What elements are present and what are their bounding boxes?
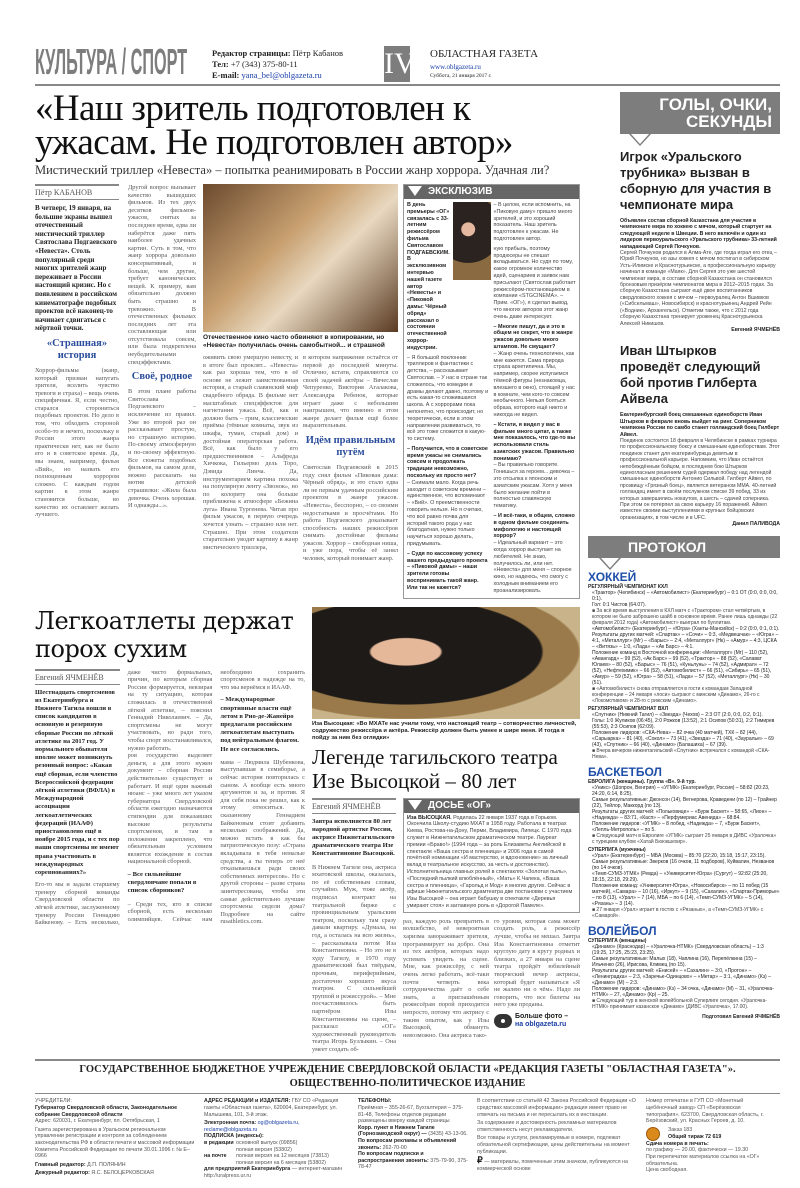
chief: Д.П. ПОЛЯНИН xyxy=(87,1161,126,1168)
triangle-icon xyxy=(408,186,422,196)
subhead: Идём правильным путём xyxy=(305,434,396,458)
result-line: Положение команд: «Университет-Югра», «Новосибирск» – по 11 побед (15 матчей), «Самара» – 10 (16), «Иркут» – 9 (15), «Сахалин», «Спартак-Приморье» – по 8 (13), «Урал» – 7 (14), МБА – по 6 (14), «Темп-СУМЗ-УГМК» – 5 (14), «Рязань» – 3 (14). xyxy=(592,882,780,907)
registration: Газета зарегистрирована в Уральском региональном управлении регистрации и контроля за соблюдением законодательства РФ в области печати и массовой информации Комитета Российской Федерации по печати 30.01.1996 г. № Е–0966 xyxy=(35,1126,195,1160)
result-line: «Урал» (Екатеринбург) – МБА (Москва) – 85:70 (22:20, 15:18, 15:17, 23:15). xyxy=(592,852,766,859)
exclusive-label: ЭКСКЛЮЗИВ xyxy=(428,186,493,197)
answer-text: – Я большой поклонник триллеров и фантастики с детства, – рассказывает Святослав. – У нас в стране так сложилось, что комедии и драмы делают давно, поэтому и есть какая-то сложившаяся школа. А с хоррорами пока непонятно, что происходит, но теоретически, если в этом направлении развиваться, то всё это тоже сложится в какую-то систему. xyxy=(407,354,489,443)
price: Цена свободная. xyxy=(646,1167,688,1174)
result-line: «Темп-СУМЗ-УГМК» (Ревда) – «Университет-Югра» (Сургут) – 92:82 (25:20, 18:15, 22:18, 29:29). xyxy=(592,870,768,883)
question-text: – Многие пишут, да и это в общем не секрет, что в жанре ужасов довольно много штампов. Не смущает? xyxy=(493,323,573,350)
result-line: Положение команд в Восточной конференции: «Металлург» (Мг) – 110 (52), «Авангард» – 99 (52), «Ак Барс» – 99 (52), «Трактор» – 88 (52), «Салават Юлаев» – 80 (52), «Барыс» – 76 (51), «Куньлунь» – 74 (52), «Адмирал» – 72 (52), «Нефтехимик» – 66 (52), «Автомобилист» – 66 (51), «Сибирь» – 65 (51), «Амур» – 59 (52), «Югра» – 58 (51), «Лада» – 57 (52), «Металлург» (Нк) – 30 (51). xyxy=(592,649,772,686)
bottom-row xyxy=(35,607,580,1054)
brief-body: Поединок состоится 18 февраля в Челябинске в рамках турнира по профессиональному боксу и смешанным единоборствам. Этот поединок станет для екатеринбуржца девятым в профессиональной карьере. Напомним, что Иван остаётся непобеждённым бойцом, в последнем бою Штырков единогласным решением судей одержал победу над легендой смешанных единоборств Антонио Сильвой. Гилберт Айвел, по прозвищу «Грязный боец», является ветераном ММА. 40-летний голландец имеет в своём послужном списке 39 побед, 33 из которых завершились нокаутом, а шесть – сдачей соперника. При этом он потерпел за свою карьеру 16 поражений. Айвел известен своими выступлениями в крупных бойцовских организациях, в том числе и в UFC. xyxy=(620,437,780,521)
brief-lede: Екатеринбургский боец смешанных единоборств Иван Штырков в феврале вновь выйдет на ринг. Соперником чемпиона России по самбо станет голландский боец Гилберт Айвел. xyxy=(620,412,780,438)
dossier-text: Родилась 22 января 1937 года в Горьком. Окончила Школу-студию МХАТ в 1958 году. Работала в театрах Киева, Ростова-на-Дону, Перми, Владимира, Липецк. С 1970 года служит в Нижнетагильском драматическом театре. Лауреат премии «Браво!» (1994 года – за роль Елизаветы Английской в спектакле «Ваша сестра и пленница» и 2006 года в самой почётной номинации «И мастерство, и вдохновение» за личный вклад в театральное искусство, за честь и достоинство). Исполнительница главных ролей в спектаклях «Золотая пыль», «Последний пылкий влюблённый», «Мать» К.Чапека, «Ваша сестра и пленница», «Гарольд и Мод» и многих других. Сейчас в афише Нижнетагильского драмтеатра две постановки с участием Изы Высоцкой – она играет бабушку в спектакле «Деревья умирают стоя» и заглавную роль в «Дорогой Памеле». xyxy=(407,814,573,909)
masthead xyxy=(430,48,580,80)
theatre-col1 xyxy=(312,798,396,1054)
legal: Все товары и услуги, рекламируемые в номере, подлежат обязательной сертификации, цены действительны на момент публикации. xyxy=(477,1135,630,1155)
ekb: — интернет-магазин http://uralpress.ur.ru xyxy=(204,1166,343,1180)
photo-caption: Отечественное кино часто обвиняют в копировании, но «Невеста» получилась очень самобытной... и страшной xyxy=(203,334,385,349)
body-text: раз, каждую роль превратить в волшебство, её невероятная харизма завораживает зрителя, программирует на добро. Она из тех актёров, которых надо успевать увидеть на сцене. Мне, как режиссёру, с ней очень легко работать, всё-таки почти четверть века сотрудничества даёт о себе знать, а приглашённым режиссёрам порой приходится непросто, потому что актрису с таким опытом, как у Изы Высоцкой, обмануть невозможно. Она актриса тако- xyxy=(403,917,489,1039)
footer-founders xyxy=(35,1098,195,1179)
main-media xyxy=(203,184,398,599)
emails[interactable]: og@oblgazeta.ru, reclame@oblgazeta.ru xyxy=(204,1120,300,1133)
deadline: по графику — 20.00, фактически — 19.30 xyxy=(646,1147,749,1154)
protocol-title: ПРОТОКОЛ xyxy=(628,538,707,555)
theatre-body xyxy=(312,798,580,1054)
lede: Завтра исполняется 80 лет народной артистке России, актрисе Нижнетагильского драматического театра Изе Константиновне Высоцкой. xyxy=(312,817,395,858)
dist-label: По вопросам подписки и распространения звонить: xyxy=(358,1151,429,1164)
footer-print xyxy=(646,1098,774,1179)
site-link[interactable]: www.oblgazeta.ru xyxy=(430,63,481,71)
film-photo xyxy=(203,184,398,332)
triangle-icon xyxy=(628,133,652,146)
corr-label: Корр. пункт в Нижнем Тагиле (Горнозаводской округ) — xyxy=(358,1124,435,1138)
answer-text: – Вы правильно говорите. Гонишься за героем... девочка – это отсылка к японским и азиатским ужасам. Хотя у меня было желание пойти в полностью славянскую тематику. xyxy=(493,462,575,510)
phones-label: ТЕЛЕФОНЫ: xyxy=(358,1098,392,1105)
camera-icon xyxy=(494,1014,512,1028)
exclusive-box xyxy=(403,184,580,599)
answer-text: – Жанр очень технологичен, как мне кажется. Сама природа страха архетипична. Мы, например, скорее испугаемся тёмной фигуры (незнакомца, влезшего в окно), стоящей у нас в комнате, чем кого-то совсем необычного. Нельзя бояться образа, которого ещё никто и никогда не видел. xyxy=(493,350,575,418)
legal: За содержание и достоверность рекламных материалов ответственность несут рекламодатели. xyxy=(477,1120,617,1133)
body-text: В этом плане работы Святослава Подгаевского – исключение из правил. Уже во второй раз он рассказывает простую, но страшную историю. По-своему атмосферную и по-своему эффектную. Все сюжеты подобных фильмов, на самом деле, можно рассказать на мотив детской страшилки: «Жила была девочка. Очень хорошая. И однажды...». xyxy=(128,388,196,510)
tel-label: Тел: xyxy=(212,59,229,69)
page-header xyxy=(35,40,780,88)
answer-text: – В целом, если вспомнить, на «Пиковую даму» пришло много зрителей, и это хороший показатель. Наш зритель подготовлен к ужасам. Не подготовлен автор. xyxy=(493,202,573,242)
protocol-results xyxy=(588,558,780,1012)
brief-body: Сергей Почкунов родился в Алма-Ате, где тогда играл его отец – Юрий Почкунов, но азы хоккея с мячом постигал в сибирском Усть-Илимске и Краснотурьинске, а профессиональную карьеру начинал в команде «Маяк». Для Сергея это уже шестой чемпионат мира, в составе сборной Казахстана он становился бронзовым призёром чемпионатов мира в 2012–2015 годах. За сборную Казахстана сыграют ещё двое воспитанников свердловского хоккея с мячом – первоуралец Антон Вшивков («Сибсельмаш», Новосибирск) и краснотурьинец Андрей Рейн («Водник», Архангельск). Отметим также, что с 2012 года сборную Казахстана тренирует уроженец Краснотурьинска Алексей Никишов. xyxy=(620,250,777,327)
exclusive-body xyxy=(404,199,579,598)
answer-text: – Идеальный вариант – это когда хоррор выступает на любителей. Не знаю, получилось ли, или нет. «Невеста» для меня – спорное кино, но надеюсь, что смогу с холодным вниманием его проанализировать. xyxy=(493,540,572,594)
more-site-label: на oblgazeta.ru xyxy=(515,1020,567,1028)
result-line: Положение лидеров: «СКА-Нева» – 82 очка (40 матчей), ТХК – 82 (44), «Сарыарка» – 81 (40), «Сокол» – 73 (41), «Звезда» – 71 (40), «Зауралье» – 69 (43), «Спутник» – 66 (40), «Динамо» (Балашиха) – 67 (39). xyxy=(592,729,774,748)
sub-post: на почте xyxy=(204,1153,227,1160)
actress-photo xyxy=(312,607,580,719)
result-line: Самые результативные: Малых (18), Чаплина (16), Перепёлкина (15) – Ильченко (26), Ирисова, Климец (по 15). xyxy=(592,955,757,968)
body-text: оживить свою умершую невесту, и в итоге был проклят... «Невеста» как раз хороша тем, что в её основе не лежит заимствованная история, а старый славянский миф свадебного обряда. В фильме нет масштабных спецэффектов для нагнетания ужаса. Всё, как и должно быть – грим, классические приёмы (тёмные комнаты, звук из шкафа, туман, старый дом) и достойная операторская работа. Всё, как было у его предшественников – Альфреда Хичкока, Гильермо дель Торо, Дэвида Линча. Да, инструментарием картина похожа на популярную ленту «Звонок», но по колориту она больше приближена к атмосфере «Бежина луга» Ивана Тургенева. Читая про фильм ужасов, в первую очередь хочется узнать – страшно или нет. Страшно. При этом создатели старательно уводят картину в жанр мистического триллера, xyxy=(203,354,298,551)
footer-columns xyxy=(35,1098,780,1179)
dossier-name: Иза ВЫСОЦКАЯ. xyxy=(407,814,452,821)
ads: 262-70-00 xyxy=(382,1144,407,1151)
sport-title: ВОЛЕЙБОЛ xyxy=(588,923,657,938)
question-text: – Все сильнейшие свердловчане попали в список сборников? xyxy=(127,871,197,895)
ads-label: По вопросам рекламы и объявлений звонить: xyxy=(358,1138,457,1151)
spacer xyxy=(588,919,780,921)
main-col2 xyxy=(128,184,196,599)
subhead: Своё, родное xyxy=(131,371,193,383)
left-area xyxy=(35,88,580,1053)
question-text: – Получается, что в советское время ужасы не снимались совсем и продолжать традиции невозможно, поскольку их просто нет? xyxy=(407,445,488,480)
protocol-header xyxy=(588,536,780,558)
page-number: IV xyxy=(384,47,416,80)
result-line: ■ 27 января «Урал» играет в гостях с «Рязанью», а «Темп-СУМЗ-УГМК» с «Самарой». xyxy=(592,906,764,919)
result-line: «Автомобилист» (Екатеринбург) – «Югра» (Ханты-Мансийск) – 0:2 (0:0, 0:1, 0:1). xyxy=(592,625,780,632)
email-label: Электронная почта: xyxy=(204,1120,257,1127)
duty-label: Дежурный редактор: xyxy=(35,1170,90,1177)
phones: Приёмная – 355-26-67, Бухгалтерия – 375-81-48, Телефоны отделов редакции размещены вверху каждой страницы xyxy=(358,1105,464,1125)
footer-rule xyxy=(35,1059,780,1061)
rubric-label: ГОЛЫ, ОЧКИ, СЕКУНДЫ xyxy=(659,95,772,131)
photo-caption: Иза Высоцкая: «Во МХАТе нас учили тому, что настоящий театр – сотворчество личностей, содружество режиссёра и актёра. Режиссёр должен быть умнее и шире меня. И тогда я пойду за ним без оглядки» xyxy=(312,720,577,741)
answer-text: – Снимали мало. Когда речь заходит о советском времени – единственное, что вспоминают – «Вий». О преемственности говорить нельзя. Но я считаю, что всё равно почва для историй такого рода у нас благодатная, нужно только научиться хорошо делать, придумывать. xyxy=(407,479,486,548)
sub-item: полная версия (53802) xyxy=(236,1146,292,1153)
result-line: «Спутник» (Нижний Тагил) – «Звезда» (Чехов) – 2:3 ОТ (2:0, 0:0, 0:2, 0:1). xyxy=(592,711,763,718)
page-body xyxy=(35,88,780,1053)
print-info: Номер отпечатан в ГУП СО «Монетный щебёночный завод» СП «Берёзовская типография». 623700, Свердловская область, г. Берёзовский, ул. Красных Героев, д. 10. xyxy=(646,1098,764,1125)
athletics-cols xyxy=(35,669,305,927)
exclusive-intro xyxy=(407,202,490,352)
dist: 375-79-90, 375-78-47 xyxy=(358,1157,468,1171)
email-link[interactable]: yana_bel@oblgazeta.ru xyxy=(241,70,322,80)
editor-label: Редактор страницы: xyxy=(212,48,291,58)
reprint: При перепечатке материалов ссылка на «ОГ» обязательна. xyxy=(646,1154,760,1167)
result-line: ■ Вчера вечером нижнетагильский «Спутник» встречался с командой «СКА-Нева». xyxy=(592,747,770,760)
order: Заказ 183 xyxy=(668,1127,693,1134)
body-text: – Среди тех, кто в списке сборной, есть несколько олимпийцев. Сейчас нам необходимо сохранить спортсменов в надежде на то, что мы вернёмся в ИААФ. xyxy=(127,668,305,923)
body-text: мама – Людмила Шубенкова, выступавшая в семиборье, а сейчас история повторилась с сыном. А вообще есть много аргументов и за, и против. Я для себя пока не решил, как к этому относиться. К сказанному Геннадием Байкеновым стоит добавить несколько соображений. Да, можно встать в как бы патриотическую позу: «Страна вкладывала в тебя немалые средства, а ты теперь от неё отказываешься ради своих собственных интересов». Но с другой стороны – разве страна заинтересована, чтобы эти самые действительно лучшие спортсмены сидели дома? Подробнее на сайте rusathletics.com. xyxy=(220,758,305,926)
triangle-icon xyxy=(598,557,622,570)
sub-item: основной выпуск (09856) xyxy=(236,1140,298,1147)
ruble-icon: ₽ xyxy=(477,1155,483,1166)
body-text: Святослав Подгаевский в 2015 году снял фильм «Пиковая дама: Чёрный обряд», и это стало едва ли не первым удачным российским проектом в жанре ужасов. «Невеста», бесспорно, – со своими недостатками и просчётами. Но работа Подгаевского доказывает способность наших режиссёров снимать достойные фильмы ужасов. Хоррор – свободная ниша, и уже пора, чтобы её занял человек, который понимает жанр. xyxy=(303,463,398,563)
main-subtitle: Мистический триллер «Невеста» – попытка реанимировать в России жанр хоррора. Удачная ли? xyxy=(35,163,550,177)
body-text: Его-то мы и задали старшему тренеру сборной команды Свердловской области по лёгкой атлетике, заслуженному тренеру России Геннадию Байкенову. – Есть несколько, даже чисто формальных, причин, по которым сборная России формируется, невзирая на ту ситуацию, которая сложилась в отечественной лёгкой атлетике, – пояснил Геннадий Николаевич. – Да, спортсмены не могут участвовать, но ради того, чтобы спорт восстанавливался, нужно работать. xyxy=(35,668,213,927)
exclusive-lede: В день премьеры «ОГ» связалась с 33-летним режиссёром фильма Святославом ПОДГАЕВСКИМ. В эксклюзивном интервью нашей газете автор «Невесты» и «Пиковой дамы: Чёрный обряд» рассказал о состоянии отечественной хоррор-индустрии. xyxy=(407,202,450,351)
founders-address: Адрес: 620031, г. Екатеринбург, пл. Октябрьская, 1 xyxy=(35,1118,160,1125)
seal-icon xyxy=(646,1127,660,1141)
result-line: Результаты других матчей: «Енисей» – «Сахалин» – 3:0, «Протон» – «Ленинградка» – 2:3, «Заречье-Одинцово» – «Метар» – 3:1, «Динамо» (Кз) – «Динамо» (М) – 2:3. xyxy=(592,967,771,986)
result-line: «Уникс» (Шопрон, Венгрия) – «УГМК» (Екатеринбург, Россия) – 58:82 (20:23, 24:20, 6:14, 8:25). xyxy=(592,784,770,797)
main-article xyxy=(35,184,580,599)
answer-text: ную прибыль, поэтому продюсеры не спешат вкладываться. Но судя по тому, какое огромное количество идей, сценариев и заявок нам присылают (Святослав работает режиссёром-постановщиком в компании «STGCINEMA». – Прим. «ОГ»), я сделал вывод, что многих авторов этот жанр очень даже интересует. xyxy=(493,245,576,320)
byline: Евгений ЯЧМЕНЁВ xyxy=(35,669,120,685)
protocol-author: Подготовил Евгений ЯЧМЕНЁВ xyxy=(702,1013,780,1020)
triangle-icon xyxy=(408,800,422,810)
theatre-cols xyxy=(403,918,580,1040)
athletics-article xyxy=(35,607,305,1054)
brief-headline: Иван Штырков проведёт следующий бой против Гилберта Айвела xyxy=(620,343,761,407)
theatre-col2 xyxy=(403,798,580,1054)
brief-headline: Игрок «Уральского трубника» вызван в сборную для участия в чемпионате мира xyxy=(620,149,772,212)
address: ГБУ СО «Редакция газеты «Областная газета», 620004, Екатеринбург, ул. Малышева, 101, 3-й этаж. xyxy=(204,1098,339,1118)
corr: (3435) 43-13-06. xyxy=(428,1131,468,1138)
main-col1 xyxy=(35,184,119,599)
body-text: ров государство выделяет деньги, а для этого нужен документ – сборная России действительно существует и работает. И ещё один важный нюанс – уже много лет указом губернатора Свердловской области ежегодно назначаются стипендии для показавших высокие результаты спортсменов, и там в положении закреплено, что обязательным условием является вхождение в состав национальной сборной. xyxy=(127,752,213,866)
result-line: Положение лидеров: «Динамо» (Кз) – 34 очка, «Динамо» (М) – 31, «Уралочка-НТМК» – 27, «Динамо» (Кр) – 25. xyxy=(592,985,774,998)
director-photo xyxy=(453,202,491,280)
editor-info xyxy=(212,48,377,81)
question-text: – Международные спортивные власти ещё летом в Рио-де-Жанейро предлагали российским легкоатлетам выступать под нейтральным флагом. Не все согласились. xyxy=(220,696,299,753)
dossier-header xyxy=(404,799,579,813)
paper-name: ОБЛАСТНАЯ ГАЗЕТА xyxy=(430,48,539,60)
footer-rule xyxy=(35,1093,780,1094)
issue-date: Суббота, 21 января 2017 г. xyxy=(430,73,492,79)
duty: Я.С. БЕЛОЦЕРКОВСКАЯ xyxy=(91,1170,154,1177)
subhead: «Страшная» история xyxy=(46,337,108,361)
byline: Евгений ЯЧМЕНЁВ xyxy=(312,798,396,814)
deadline-label: Сдача номера в печать: xyxy=(646,1140,709,1147)
league-title: СУПЕРЛИГА (женщины) xyxy=(588,937,647,944)
result-line: «Трактор» (Челябинск) – «Автомобилист» (Екатеринбург) – 0:1 ОТ (0:0, 0:0, 0:0, 0:1). xyxy=(592,589,778,602)
right-column xyxy=(588,92,780,1053)
brief-author: Евгений ЯЧМЕНЁВ xyxy=(731,326,780,333)
sub-item: полная версия на 12 месяцев (73813) xyxy=(236,1153,329,1160)
dossier-box xyxy=(403,798,580,913)
result-line: Положение лидеров: «УГМК» – 8 побед, «Надежда» – 7, «Бурж Баскет», «Лепль-Метрополь» – по 5. xyxy=(592,820,761,833)
result-line: Гол: 0:1 Чистов (64.07). xyxy=(592,601,646,608)
sport-title: БАСКЕТБОЛ xyxy=(588,764,662,779)
footer-banner: ГОСУДАРСТВЕННОЕ БЮДЖЕТНОЕ УЧРЕЖДЕНИЕ СВЕРДЛОВСКОЙ ОБЛАСТИ «РЕДАКЦИЯ ГАЗЕТЫ "ОБЛАСТНАЯ ГАЗЕТА"». ОБЩЕСТВЕННО-ПОЛИТИЧЕСКОЕ ИЗДАНИЕ xyxy=(79,1064,736,1090)
tel: +7 (343) 375-80-11 xyxy=(230,59,298,69)
league-title: ЕВРОЛИГА (женщины). Группа «В». 9-й тур. xyxy=(588,778,696,785)
chief-label: Главный редактор: xyxy=(35,1161,86,1168)
result-line: Самые результативные: Зверков (16 очков, 11 подборов), Куйвалин, Незванов (по 14 очков). xyxy=(592,858,775,871)
circulation: Общий тираж 72 619 xyxy=(668,1133,722,1140)
result-line: ■ Следующий матч в Евролиге «УГМК» сыграет 25 января в ДИВС «Уралочка» с турецким клубом «Хатай Бююкшехир». xyxy=(592,832,777,845)
ekb-label: для предприятий Екатеринбурга xyxy=(204,1166,291,1173)
exclusive-header xyxy=(404,185,579,199)
main-headline: «Наш зритель подготовлен к ужасам. Не подготовлен автор» xyxy=(35,88,513,163)
brief-lede: Объявлен состав сборной Казахстана для участия в чемпионате мира по хоккею с мячом, который стартует на следующей неделе в Швеции. В него включён и один из лидеров первоуральского «Уральского трубника» 33-летний нападающий Сергей Почкунов. xyxy=(620,218,777,250)
footer-legal xyxy=(477,1098,637,1179)
legal: — материалы, помеченные этим значком, публикуются на коммерческой основе xyxy=(477,1159,628,1172)
main-cols xyxy=(203,354,398,563)
footer xyxy=(35,1059,780,1179)
theatre-headline: Легенде тагильского театра Изе Высоцкой – 80 лет xyxy=(312,744,558,793)
body-text: Хоррор-фильмы (жанр, который призван напугать зрителя, вселить чувство тревоги и страха) – вещь очень специфичная. Я, если честно, старался сторониться подобных проектов. Но дело в том, что обходить стороной особо-то и нечего, поскольку в России этого жанра практически нет, как не было его и в советское время. Да, мы знаем, например, фильм «Вий», но назвать его полноценным хоррором сложно. С каждым годом картин в этом жанре становится больше, но качество их оставляет желать лучшего. xyxy=(35,366,119,519)
address-label: АДРЕС РЕДАКЦИИ и ИЗДАТЕЛЯ: xyxy=(204,1098,291,1105)
result-line: Результаты других матчей: «Польковице» – «Бурж Баскет» – 58:65, «Лион» – «Надежда» – 83:71, «Касп» – «Перфумериас Авенида» – 68:84. xyxy=(592,808,772,821)
email-label: E-mail: xyxy=(212,70,240,80)
question-text: – Судя по кассовому успеху вашего предыдущего проекта – «Пиковой дамы» – наши зрители готовы воспринимать такой жанр. Или так не кажется? xyxy=(407,550,488,591)
more-photos-link[interactable] xyxy=(494,1013,580,1029)
result-line: ■ Следующий тур в женской волейбольной Суперлиге сегодня. «Уралочка-НТМК» принимает казанское «Динамо» (ДИВС «Уралочка», 17.00). xyxy=(592,997,767,1010)
brief-author: Данил ПАЛИВОДА xyxy=(732,521,780,528)
byline: Пётр КАБАНОВ xyxy=(35,184,119,200)
result-line: Результаты других матчей: «Спартак» – «Сочи» – 0:3, «Медвешчак» – «Югра» – 4:1, «Металлург» (Мг) – «Барыс» – 2:4, «Металлург» (Нк) – «Амур» – 4:3, ЦСКА – «Витязь» – 1:0, «Лада» – «Ак Барс» – 4:1. xyxy=(592,631,779,650)
body-text: в котором напряжение остаётся от первой до последней минуты. Отлично, кстати, справляются со своей задачей актёры – Вячеслав Чепуренко, Виктория Агалакова, Александра Ребенок, которые играет даже с небольшим наигрышем, что именно в этом жанре делает фильм ещё более выразительным. xyxy=(303,354,398,430)
sub-item: полная версия на 6 месяцев (53802) xyxy=(236,1159,326,1166)
sport-title: ХОККЕЙ xyxy=(588,569,637,584)
result-line: ■ За всё время выступления в КХЛ матч с «Трактором» стал четвёртым, в котором не было заброшено шайб в основное время. Ранее лишь однажды (22 февраля 2012 года) «Автомобилист» выиграл по буллитам. xyxy=(592,607,778,626)
body-text: Другой вопрос вызывает качество вышедших фильмов. Из тех двух десятков фильмов-ужасов, снятых за последнее время, едва ли наберётся даже пять наиболее удачных картин. Суть в том, что жанр хоррора довольно консервативный, и больше, чем другие, требует канонических вещей. К примеру, вам обязательно должно быть страшно и тревожно. В отечественных фильмах последних лет эта составляющая или отсутствовала совсем, или была подкреплена неубедительными спецэффектами. xyxy=(128,184,196,366)
founders: Губернатор Свердловской области, Законодательное собрание Свердловской области xyxy=(35,1105,178,1118)
founders-label: УЧРЕДИТЕЛИ: xyxy=(35,1098,72,1105)
lede: Шестнадцать спортсменов из Екатеринбурга и Нижнего Тагила вошли в список кандидатов в основную и резервную сборные России по лёгкой атлетике на 2017 год. У нормального обывателя вполне может возникнуть резонный вопрос: «Какая ещё сборная, если членство Всероссийской федерации лёгкой атлетики (ВФЛА) в Международной ассоциации легкоатлетических федераций (ИААФ) приостановлено ещё в ноябре 2015 года, и с тех пор наши спортсмены не имеют права участвовать в международных соревнованиях?» xyxy=(35,688,120,877)
rubric-header xyxy=(620,92,780,134)
question-text: – Кстати, я видел у вас в фильме много цитат, а также мне показалось, что где-то вы использовали стиль азиатских ужасов. Правильно понимаю? xyxy=(493,421,576,462)
question-text: – И всё-таки, в общем, сложно в одном фильме соединить мифологию и настоящий хоррор? xyxy=(493,513,575,540)
league-title: РЕГУЛЯРНЫЙ ЧЕМПИОНАТ КХЛ xyxy=(588,583,668,590)
result-line: ■ «Автомобилист» снова отправляется в гости к командам Западной конференции – 24 января «лоси» сыграют с минским «Динамо», 26-го с «Локомотивом» и 28-го с рижским «Динамо». xyxy=(592,685,760,704)
athletics-headline: Легкоатлеты держат порох сухим xyxy=(35,606,294,663)
footer-address xyxy=(204,1098,349,1179)
editor-name: Пётр Кабанов xyxy=(292,48,344,58)
footer-phones xyxy=(358,1098,468,1179)
dossier-label: ДОСЬЕ «ОГ» xyxy=(428,799,491,811)
league-title: СУПЕРЛИГА (мужчины) xyxy=(588,846,646,853)
spacer xyxy=(588,1010,780,1012)
body-text: го уровня, которая сама может создать роль, а режиссёр лучше, чтобы не мешал. Завтра Иза Константиновна отметит круглую дату в кругу родных и близких, а 27 января на сцене театра пройдёт юбилейный творческий вечер актрисы, который будет называться «Я не жалею ни о чём». Надо ли говорить, что все билеты на него уже проданы. xyxy=(494,917,580,1009)
more-photo-label: Больше фото – xyxy=(515,1012,569,1020)
legal: В соответствии со статьёй 42 Закона Российской Федерации «О средствах массовой информации» редакция имеет право не отвечать на письма и не пересылать их в инстанции. xyxy=(477,1098,636,1118)
result-line: «Динамо» (Краснодар) – «Уралочка-НТМК» (Свердловская область) – 1:3 (19:25, 17:25, 25:23, 23:25). xyxy=(592,943,764,956)
spacer xyxy=(588,760,780,762)
sub-office: в редакции xyxy=(204,1140,234,1147)
section-title: КУЛЬТУРА / СПОРТ xyxy=(35,41,188,82)
briefs xyxy=(620,92,780,528)
subscription-label: ПОДПИСКА (индексы): xyxy=(204,1133,264,1140)
result-line: Голы: 1:0 Жуликов (06:45), 2:0 Рожков (13:52), 2:1 Осипов (50:31), 2:2 Тимирев (55:53), 2:3 Осипов (62:09). xyxy=(592,717,775,730)
header-rule xyxy=(35,84,780,86)
league-title: РЕГУЛЯРНЫЙ ЧЕМПИОНАТ ВХЛ xyxy=(588,705,669,712)
body-text: В Нижнем Тагиле она, актриса мхатовской школы, оказалась, по её собственным словам, случайно. Муж, тоже актёр, подписал контракт на театральной бирже с провинциальным уральским театром, поскольку там сразу давали квартиру. «Думала, на год, а осталась на всю жизнь», – рассказывала потом Иза Константиновна. – Но это не в худу Тагилу, в 1970 году драматический был твёрдым, прочным, периферийным, достаточно хорошего вкуса театром. С сильнейшей труппой и режиссурой». – Мне посчастливилось быть партнёром Изы Константиновны на сцене, – рассказал «ОГ» художественный руководитель театра Игорь Бузлыкин. – Она умеет создать об- xyxy=(312,863,396,1053)
result-line: Самые результативные: Джонсон (14), Вегнерова, Краведени (по 12) – Грайнер (22), Тейлор, Маккорд (по 13). xyxy=(592,796,777,809)
lede: В четверг, 19 января, на большие экраны вышел отечественный мистический триллер Святослава Подгаевского «Невеста». Столь популярный среди многих зрителей жанр переживает в России настоящий кризис. Но с появлением в российском кинематографе подобных проектов всё наконец-то начинает сдвигаться с мёртвой точки. xyxy=(35,204,117,333)
theatre-article xyxy=(312,607,580,1054)
